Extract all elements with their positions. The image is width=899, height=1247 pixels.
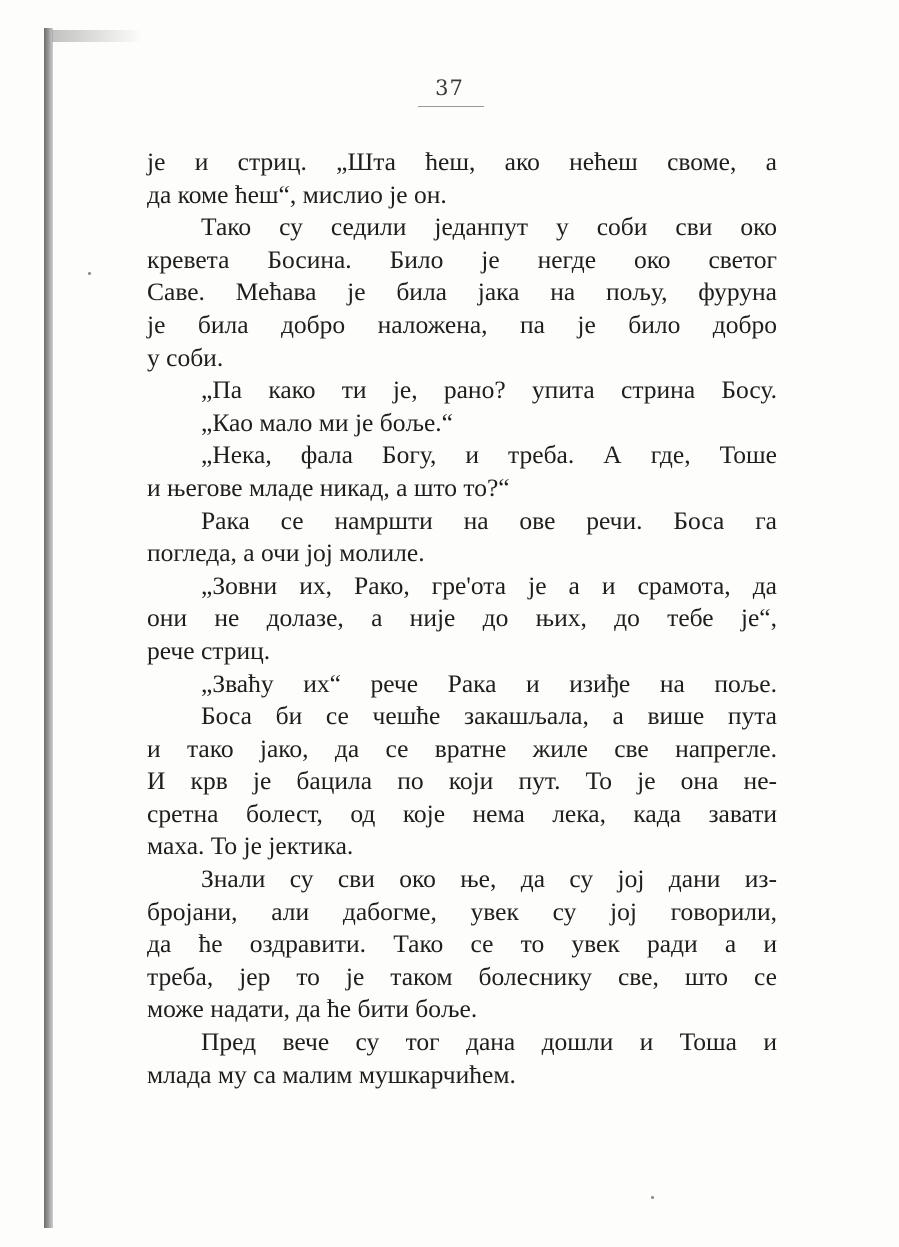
text-line: бројани, али дабогме, увек су јој говорили,	[147, 896, 777, 926]
binding-shadow	[52, 30, 142, 42]
text-line: може надати, да ће бити боље.	[147, 994, 478, 1024]
paper-speck	[88, 272, 91, 275]
text-line: Пред вече су тог дана дошли и Тоша и	[201, 1027, 777, 1057]
text-line: И крв је бацила по који пут. То је она не-	[147, 766, 777, 796]
text-line: „Зваћу их“ рече Рака и изиђе на поље.	[201, 668, 777, 698]
text-line: млада му са малим мушкарчићем.	[147, 1059, 516, 1089]
text-line: је и стриц. „Шта ћеш, ако нећеш своме, а	[147, 147, 777, 176]
text-line: Знали су сви око ње, да су јој дани из-	[201, 864, 777, 894]
text-line: сретна болест, од које нема лека, када завати	[147, 798, 777, 828]
book-binding-edge	[44, 28, 53, 1228]
text-line: треба, јер то је таком болеснику све, што се	[147, 961, 777, 991]
text-line: „Па како ти је, рано? упита стрина Босу.	[201, 375, 777, 405]
text-line: кревета Босина. Било је негде око светог	[147, 244, 777, 274]
text-line: Тако су седили једанпут у соби сви око	[201, 212, 777, 242]
text-line: и тако јако, да се вратне жиле све напрегле.	[147, 733, 777, 763]
text-line: „Нека, фала Богу, и треба. А где, Тоше	[201, 440, 777, 470]
paper-speck	[651, 1196, 654, 1199]
text-line: је била добро наложена, па је било добро	[147, 309, 777, 339]
text-line: да ће оздравити. Тако се то увек ради а и	[147, 929, 777, 959]
text-line: „Зовни их, Рако, гре'ота је а и срамота, да	[201, 570, 777, 600]
text-line: и његове младе никад, а што то?“	[147, 472, 510, 502]
text-line: да коме ћеш“, мислио је он.	[147, 179, 447, 209]
text-line: маха. То је јектика.	[147, 831, 354, 861]
text-line: Боса би се чешће закашљала, а више пута	[201, 701, 777, 731]
page-number: 37	[435, 76, 464, 100]
text-line: рече стриц.	[147, 635, 271, 665]
text-line: „Као мало ми је боље.“	[201, 407, 453, 437]
page-number-rule	[418, 106, 484, 107]
text-line: Рака се намршти на ове речи. Боса га	[201, 505, 777, 535]
text-line: Саве. Мећава је била јака на пољу, фуруна	[147, 277, 777, 307]
text-line: у соби.	[147, 342, 224, 372]
text-line: погледа, а очи јој молиле.	[147, 538, 425, 568]
text-line: они не долазе, а није до њих, до тебе је“,	[147, 603, 777, 633]
body-text	[147, 146, 777, 1091]
